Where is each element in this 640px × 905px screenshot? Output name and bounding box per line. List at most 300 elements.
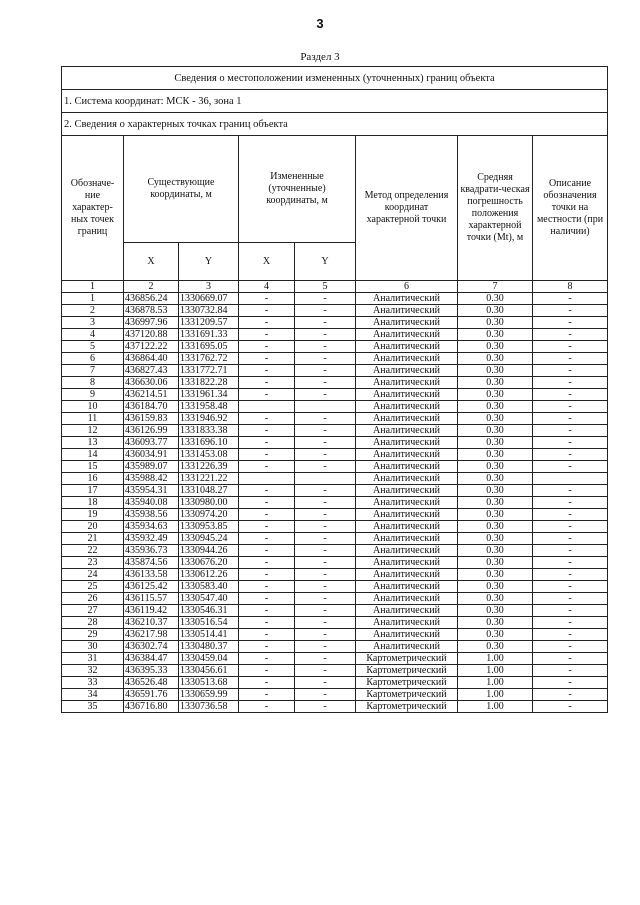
- page-number: 3: [316, 16, 324, 31]
- method: Аналитический: [356, 317, 458, 329]
- point-number: 1: [62, 293, 124, 305]
- method: Аналитический: [356, 521, 458, 533]
- existing-x: 437120.88: [124, 329, 179, 341]
- rms-error: 0.30: [458, 485, 533, 497]
- method: Аналитический: [356, 581, 458, 593]
- header-existing-y: Y: [179, 243, 239, 281]
- existing-y: 1330480.37: [179, 641, 239, 653]
- existing-y: 1330546.31: [179, 605, 239, 617]
- rms-error: 1.00: [458, 689, 533, 701]
- changed-x: -: [239, 497, 295, 509]
- table-row: [62, 401, 608, 413]
- point-number: 9: [62, 389, 124, 401]
- existing-y: 1330456.61: [179, 665, 239, 677]
- existing-y: 1331961.34: [179, 389, 239, 401]
- existing-x: 436395.33: [124, 665, 179, 677]
- description: -: [533, 605, 608, 617]
- rms-error: 0.30: [458, 293, 533, 305]
- table-row: [62, 317, 608, 329]
- header-description: Описание обозначения точки на местности (при наличии): [533, 136, 608, 281]
- existing-y: 1330612.26: [179, 569, 239, 581]
- rms-error: 1.00: [458, 653, 533, 665]
- rms-error: 0.30: [458, 497, 533, 509]
- method: Аналитический: [356, 641, 458, 653]
- existing-y: 1331772.71: [179, 365, 239, 377]
- table-row: [62, 509, 608, 521]
- header-existing: Существующие координаты, м: [124, 136, 239, 243]
- rms-error: 0.30: [458, 521, 533, 533]
- rms-error: 0.30: [458, 605, 533, 617]
- existing-x: 436214.51: [124, 389, 179, 401]
- changed-y: [295, 473, 356, 485]
- existing-x: 436093.77: [124, 437, 179, 449]
- point-number: 19: [62, 509, 124, 521]
- existing-x: 437122.22: [124, 341, 179, 353]
- point-number: 26: [62, 593, 124, 605]
- changed-y: -: [295, 617, 356, 629]
- existing-y: 1331695.05: [179, 341, 239, 353]
- existing-y: 1331762.72: [179, 353, 239, 365]
- method: Аналитический: [356, 293, 458, 305]
- changed-y: -: [295, 341, 356, 353]
- table-row: [62, 377, 608, 389]
- existing-x: 435936.73: [124, 545, 179, 557]
- existing-x: 436827.43: [124, 365, 179, 377]
- table-row: [62, 701, 608, 713]
- point-number: 20: [62, 521, 124, 533]
- rms-error: 0.30: [458, 641, 533, 653]
- changed-x: -: [239, 581, 295, 593]
- description: -: [533, 509, 608, 521]
- table-row: [62, 581, 608, 593]
- changed-y: -: [295, 425, 356, 437]
- point-number: 10: [62, 401, 124, 413]
- point-number: 23: [62, 557, 124, 569]
- description: -: [533, 353, 608, 365]
- table-row: [62, 293, 608, 305]
- existing-y: 1330583.40: [179, 581, 239, 593]
- rms-error: 0.30: [458, 509, 533, 521]
- existing-x: 436526.48: [124, 677, 179, 689]
- method: Аналитический: [356, 473, 458, 485]
- point-number: 12: [62, 425, 124, 437]
- existing-x: 436864.40: [124, 353, 179, 365]
- changed-y: -: [295, 317, 356, 329]
- point-number: 7: [62, 365, 124, 377]
- existing-y: 1330732.84: [179, 305, 239, 317]
- existing-x: 435940.08: [124, 497, 179, 509]
- method: Аналитический: [356, 485, 458, 497]
- table-row: [62, 425, 608, 437]
- section-label: Раздел 3: [300, 51, 340, 63]
- existing-y: 1330516.54: [179, 617, 239, 629]
- point-number: 29: [62, 629, 124, 641]
- point-number: 35: [62, 701, 124, 713]
- existing-y: 1331946.92: [179, 413, 239, 425]
- existing-y: 1331226.39: [179, 461, 239, 473]
- changed-y: -: [295, 377, 356, 389]
- point-number: 22: [62, 545, 124, 557]
- rms-error: 1.00: [458, 701, 533, 713]
- boundary-points-table: [61, 66, 608, 713]
- point-number: 3: [62, 317, 124, 329]
- table-row: [62, 533, 608, 545]
- rms-error: 0.30: [458, 449, 533, 461]
- changed-x: -: [239, 545, 295, 557]
- point-number: 28: [62, 617, 124, 629]
- method: Аналитический: [356, 557, 458, 569]
- changed-y: -: [295, 305, 356, 317]
- description: -: [533, 485, 608, 497]
- table-row: [62, 341, 608, 353]
- rms-error: 0.30: [458, 461, 533, 473]
- description: -: [533, 617, 608, 629]
- method: Аналитический: [356, 533, 458, 545]
- point-number: 17: [62, 485, 124, 497]
- table-row: [62, 473, 608, 485]
- method: Аналитический: [356, 377, 458, 389]
- description: -: [533, 329, 608, 341]
- header-designation: Обозначе-ние характер-ных точек границ: [62, 136, 124, 281]
- existing-y: 1330459.04: [179, 653, 239, 665]
- point-number: 4: [62, 329, 124, 341]
- changed-x: -: [239, 665, 295, 677]
- method: Аналитический: [356, 629, 458, 641]
- description: -: [533, 449, 608, 461]
- rms-error: 1.00: [458, 677, 533, 689]
- method: Аналитический: [356, 365, 458, 377]
- rms-error: 0.30: [458, 365, 533, 377]
- header-changed-x: X: [239, 243, 295, 281]
- rms-error: 0.30: [458, 545, 533, 557]
- table-row: [62, 569, 608, 581]
- existing-y: 1330945.24: [179, 533, 239, 545]
- changed-x: -: [239, 365, 295, 377]
- method: Аналитический: [356, 605, 458, 617]
- changed-x: -: [239, 689, 295, 701]
- existing-y: 1330944.26: [179, 545, 239, 557]
- existing-x: 436125.42: [124, 581, 179, 593]
- table-row: [62, 653, 608, 665]
- table-row: [62, 449, 608, 461]
- existing-y: 1330676.20: [179, 557, 239, 569]
- changed-x: -: [239, 677, 295, 689]
- column-number: 5: [295, 281, 356, 293]
- changed-y: -: [295, 437, 356, 449]
- existing-x: 436126.99: [124, 425, 179, 437]
- rms-error: 0.30: [458, 341, 533, 353]
- coord-system: 1. Система координат: МСК - 36, зона 1: [62, 90, 608, 113]
- method: Картометрический: [356, 665, 458, 677]
- existing-y: 1331691.33: [179, 329, 239, 341]
- description: -: [533, 389, 608, 401]
- description: -: [533, 641, 608, 653]
- existing-y: 1330547.40: [179, 593, 239, 605]
- rms-error: 0.30: [458, 377, 533, 389]
- method: Аналитический: [356, 569, 458, 581]
- existing-x: 436591.76: [124, 689, 179, 701]
- description: -: [533, 425, 608, 437]
- method: Аналитический: [356, 305, 458, 317]
- existing-x: 436210.37: [124, 617, 179, 629]
- column-number: 2: [124, 281, 179, 293]
- rms-error: 0.30: [458, 437, 533, 449]
- description: -: [533, 593, 608, 605]
- point-number: 25: [62, 581, 124, 593]
- existing-y: 1331221.22: [179, 473, 239, 485]
- description: -: [533, 413, 608, 425]
- column-number: 6: [356, 281, 458, 293]
- description: -: [533, 701, 608, 713]
- changed-x: -: [239, 509, 295, 521]
- method: Картометрический: [356, 677, 458, 689]
- existing-y: 1330513.68: [179, 677, 239, 689]
- header-rms: Средняя квадрати-ческая погрешность положения характерной точки (Mt), м: [458, 136, 533, 281]
- changed-x: -: [239, 461, 295, 473]
- changed-x: -: [239, 437, 295, 449]
- table-row: [62, 485, 608, 497]
- changed-x: -: [239, 521, 295, 533]
- rms-error: 0.30: [458, 629, 533, 641]
- point-number: 6: [62, 353, 124, 365]
- existing-x: 436119.42: [124, 605, 179, 617]
- rms-error: 0.30: [458, 317, 533, 329]
- description: -: [533, 497, 608, 509]
- description: -: [533, 689, 608, 701]
- changed-y: -: [295, 461, 356, 473]
- method: Картометрический: [356, 701, 458, 713]
- point-number: 32: [62, 665, 124, 677]
- rms-error: 0.30: [458, 401, 533, 413]
- changed-y: -: [295, 593, 356, 605]
- existing-x: 436115.57: [124, 593, 179, 605]
- changed-x: -: [239, 605, 295, 617]
- header-method: Метод определения координат характерной точки: [356, 136, 458, 281]
- changed-x: -: [239, 653, 295, 665]
- rms-error: 0.30: [458, 617, 533, 629]
- rms-error: 0.30: [458, 413, 533, 425]
- column-number: 8: [533, 281, 608, 293]
- existing-x: 436133.58: [124, 569, 179, 581]
- changed-y: -: [295, 293, 356, 305]
- rms-error: 0.30: [458, 305, 533, 317]
- changed-y: -: [295, 533, 356, 545]
- table-row: [62, 497, 608, 509]
- description: -: [533, 461, 608, 473]
- changed-x: -: [239, 341, 295, 353]
- changed-x: -: [239, 413, 295, 425]
- existing-x: 435934.63: [124, 521, 179, 533]
- changed-x: -: [239, 701, 295, 713]
- changed-y: -: [295, 497, 356, 509]
- existing-x: 436630.06: [124, 377, 179, 389]
- changed-x: -: [239, 305, 295, 317]
- changed-y: [295, 401, 356, 413]
- rms-error: 0.30: [458, 593, 533, 605]
- existing-y: 1331696.10: [179, 437, 239, 449]
- changed-y: -: [295, 677, 356, 689]
- rms-error: 1.00: [458, 665, 533, 677]
- existing-x: 435938.56: [124, 509, 179, 521]
- point-number: 13: [62, 437, 124, 449]
- description: -: [533, 401, 608, 413]
- table-row: [62, 365, 608, 377]
- description: -: [533, 377, 608, 389]
- changed-y: -: [295, 413, 356, 425]
- points-heading: 2. Сведения о характерных точках границ объекта: [62, 113, 608, 136]
- existing-y: 1331958.48: [179, 401, 239, 413]
- existing-y: 1331833.38: [179, 425, 239, 437]
- changed-y: -: [295, 485, 356, 497]
- changed-y: -: [295, 629, 356, 641]
- table-row: [62, 593, 608, 605]
- existing-x: 436159.83: [124, 413, 179, 425]
- point-number: 30: [62, 641, 124, 653]
- changed-x: -: [239, 329, 295, 341]
- description: -: [533, 437, 608, 449]
- table-row: [62, 461, 608, 473]
- description: -: [533, 365, 608, 377]
- existing-y: 1330974.20: [179, 509, 239, 521]
- point-number: 14: [62, 449, 124, 461]
- table-row: [62, 665, 608, 677]
- description: -: [533, 341, 608, 353]
- existing-y: 1330980.00: [179, 497, 239, 509]
- description: -: [533, 557, 608, 569]
- method: Аналитический: [356, 617, 458, 629]
- existing-x: 435932.49: [124, 533, 179, 545]
- changed-x: -: [239, 485, 295, 497]
- table-row: [62, 389, 608, 401]
- point-number: 8: [62, 377, 124, 389]
- column-number: 4: [239, 281, 295, 293]
- existing-y: 1330669.07: [179, 293, 239, 305]
- point-number: 5: [62, 341, 124, 353]
- existing-y: 1330659.99: [179, 689, 239, 701]
- header-changed-y: Y: [295, 243, 356, 281]
- point-number: 18: [62, 497, 124, 509]
- column-numbers-row: [62, 281, 608, 293]
- changed-y: -: [295, 389, 356, 401]
- existing-x: 435988.42: [124, 473, 179, 485]
- method: Картометрический: [356, 653, 458, 665]
- existing-y: 1330514.41: [179, 629, 239, 641]
- method: Аналитический: [356, 449, 458, 461]
- point-number: 21: [62, 533, 124, 545]
- existing-x: 436878.53: [124, 305, 179, 317]
- method: Картометрический: [356, 689, 458, 701]
- method: Аналитический: [356, 593, 458, 605]
- table-row: [62, 305, 608, 317]
- column-number: 1: [62, 281, 124, 293]
- rms-error: 0.30: [458, 425, 533, 437]
- description: -: [533, 293, 608, 305]
- table-row: [62, 557, 608, 569]
- method: Аналитический: [356, 461, 458, 473]
- existing-x: 436716.80: [124, 701, 179, 713]
- changed-x: -: [239, 425, 295, 437]
- rms-error: 0.30: [458, 353, 533, 365]
- changed-y: -: [295, 509, 356, 521]
- table-row: [62, 521, 608, 533]
- existing-x: 436034.91: [124, 449, 179, 461]
- table-row: [62, 353, 608, 365]
- point-number: 24: [62, 569, 124, 581]
- table-row: [62, 677, 608, 689]
- table-row: [62, 605, 608, 617]
- method: Аналитический: [356, 437, 458, 449]
- changed-y: -: [295, 641, 356, 653]
- existing-y: 1330736.58: [179, 701, 239, 713]
- description: -: [533, 653, 608, 665]
- method: Аналитический: [356, 413, 458, 425]
- point-number: 2: [62, 305, 124, 317]
- method: Аналитический: [356, 497, 458, 509]
- method: Аналитический: [356, 509, 458, 521]
- table-row: [62, 545, 608, 557]
- description: -: [533, 665, 608, 677]
- description: -: [533, 677, 608, 689]
- changed-y: -: [295, 557, 356, 569]
- changed-x: -: [239, 617, 295, 629]
- header-existing-x: X: [124, 243, 179, 281]
- changed-y: -: [295, 701, 356, 713]
- rms-error: 0.30: [458, 473, 533, 485]
- description: -: [533, 317, 608, 329]
- column-number: 7: [458, 281, 533, 293]
- table-title: Сведения о местоположении измененных (уточненных) границ объекта: [62, 67, 608, 90]
- rms-error: 0.30: [458, 569, 533, 581]
- point-number: 33: [62, 677, 124, 689]
- table-row: [62, 437, 608, 449]
- changed-y: -: [295, 605, 356, 617]
- rms-error: 0.30: [458, 581, 533, 593]
- point-number: 34: [62, 689, 124, 701]
- changed-x: -: [239, 569, 295, 581]
- description: -: [533, 305, 608, 317]
- description: -: [533, 521, 608, 533]
- description: -: [533, 545, 608, 557]
- point-number: 31: [62, 653, 124, 665]
- method: Аналитический: [356, 545, 458, 557]
- existing-x: 436856.24: [124, 293, 179, 305]
- point-number: 15: [62, 461, 124, 473]
- changed-y: -: [295, 581, 356, 593]
- changed-y: -: [295, 353, 356, 365]
- existing-x: 436302.74: [124, 641, 179, 653]
- method: Аналитический: [356, 341, 458, 353]
- changed-x: -: [239, 449, 295, 461]
- rms-error: 0.30: [458, 533, 533, 545]
- table-row: [62, 641, 608, 653]
- changed-x: [239, 473, 295, 485]
- description: -: [533, 581, 608, 593]
- changed-x: -: [239, 317, 295, 329]
- table-row: [62, 413, 608, 425]
- existing-x: 435874.56: [124, 557, 179, 569]
- existing-y: 1331048.27: [179, 485, 239, 497]
- changed-x: -: [239, 377, 295, 389]
- changed-x: -: [239, 353, 295, 365]
- changed-x: -: [239, 641, 295, 653]
- point-number: 11: [62, 413, 124, 425]
- table-row: [62, 329, 608, 341]
- point-number: 16: [62, 473, 124, 485]
- method: Аналитический: [356, 389, 458, 401]
- existing-x: 436997.96: [124, 317, 179, 329]
- point-number: 27: [62, 605, 124, 617]
- changed-y: -: [295, 545, 356, 557]
